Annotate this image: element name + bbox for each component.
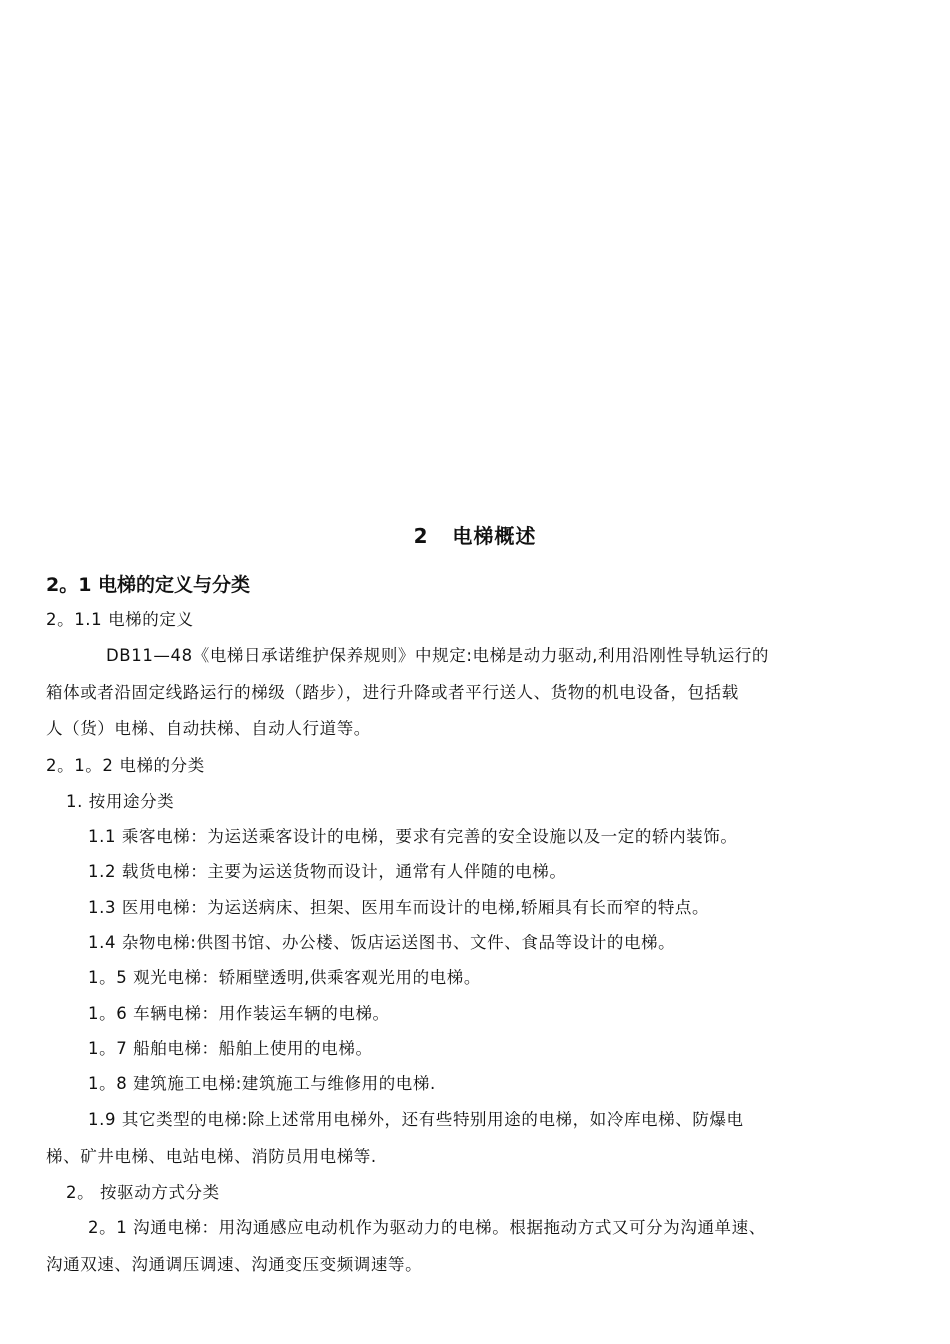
usage-list-item: 1。7 船舶电梯：船舶上使用的电梯。 — [88, 1039, 373, 1058]
subsection-heading-classification: 2。1。2 电梯的分类 — [46, 756, 205, 775]
usage-list-item: 1.3 医用电梯：为运送病床、担架、医用车而设计的电梯,轿厢具有长而窄的特点。 — [88, 898, 710, 917]
usage-list-item: 1.2 载货电梯：主要为运送货物而设计，通常有人伴随的电梯。 — [88, 862, 567, 881]
usage-list-item: 1。6 车辆电梯：用作装运车辆的电梯。 — [88, 1004, 390, 1023]
drive-list-item-continuation: 沟通双速、沟通调压调速、沟通变压变频调速等。 — [46, 1255, 423, 1274]
usage-list-item: 1.1 乘客电梯：为运送乘客设计的电梯，要求有完善的安全设施以及一定的轿内装饰。 — [88, 827, 738, 846]
definition-paragraph-line: 箱体或者沿固定线路运行的梯级（踏步），进行升降或者平行送人、货物的机电设备，包括载 — [46, 683, 739, 702]
definition-paragraph-line: DB11—48《电梯日承诺维护保养规则》中规定:电梯是动力驱动,利用沿刚性导轨运行的 — [106, 646, 770, 665]
drive-list-item: 2。1 沟通电梯：用沟通感应电动机作为驱动力的电梯。根据拖动方式又可分为沟通单速、 — [88, 1218, 766, 1237]
subsection-heading-definition: 2。1.1 电梯的定义 — [46, 610, 194, 629]
category-label-by-usage: 1. 按用途分类 — [66, 792, 175, 811]
usage-list-item: 1。5 观光电梯：轿厢壁透明,供乘客观光用的电梯。 — [88, 968, 481, 987]
section-title: 2。1 电梯的定义与分类 — [46, 574, 251, 596]
chapter-title: 2 电梯概述 — [413, 524, 537, 548]
usage-list-item: 1.4 杂物电梯:供图书馆、办公楼、饭店运送图书、文件、食品等设计的电梯。 — [88, 933, 676, 952]
category-label-by-drive: 2。 按驱动方式分类 — [66, 1183, 220, 1202]
usage-list-item-continuation: 梯、矿井电梯、电站电梯、消防员用电梯等. — [46, 1147, 377, 1166]
definition-paragraph-line: 人（货）电梯、自动扶梯、自动人行道等。 — [46, 719, 371, 738]
usage-list-item: 1.9 其它类型的电梯:除上述常用电梯外，还有些特别用途的电梯，如冷库电梯、防爆电 — [88, 1110, 744, 1129]
usage-list-item: 1。8 建筑施工电梯:建筑施工与维修用的电梯. — [88, 1074, 436, 1093]
